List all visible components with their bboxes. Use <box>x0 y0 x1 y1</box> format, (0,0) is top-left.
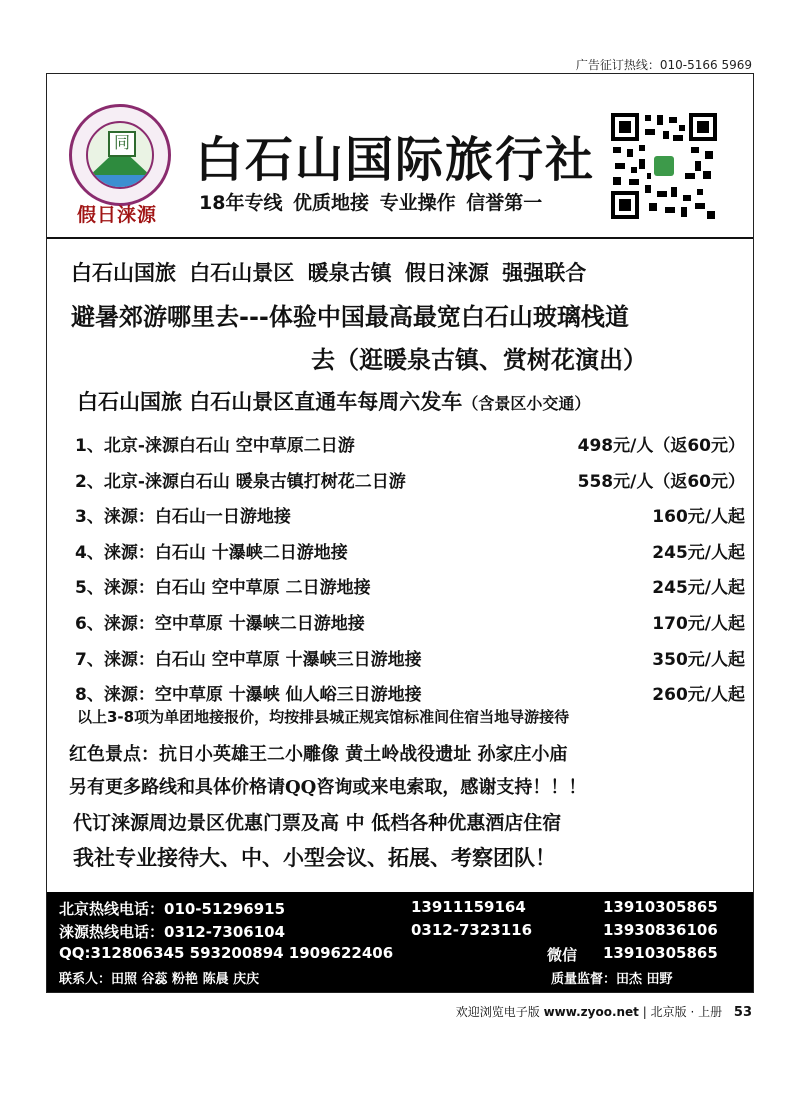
laiyuan-hotline-row <box>59 921 745 941</box>
route-item <box>75 463 745 499</box>
route-name: 4、涞源：白石山 十瀑峡二日游地接 <box>75 542 348 563</box>
route-price: 245元/人起 <box>652 542 745 563</box>
footer-url[interactable]: www.zyoo.net <box>543 1005 639 1019</box>
agency-slogan: 18年专线 优质地接 专业操作 信誉第一 <box>199 192 543 214</box>
route-price: 170元/人起 <box>652 613 745 634</box>
footer-edition: 北京版 · 上册 <box>650 1005 723 1019</box>
route-name: 7、涞源：白石山 空中草原 十瀑峡三日游地接 <box>75 649 422 670</box>
route-item <box>75 534 745 570</box>
route-price: 558元/人（返60元） <box>577 471 745 492</box>
partners-line: 白石山国旅 白石山景区 暖泉古镇 假日涞源 强强联合 <box>71 261 587 285</box>
route-item <box>75 569 745 605</box>
qq-wechat-row <box>59 944 745 964</box>
qr-code-icon[interactable] <box>609 111 719 221</box>
footer-divider: | <box>642 1005 647 1019</box>
route-name: 6、涞源：空中草原 十瀑峡二日游地接 <box>75 613 365 634</box>
headline-line-2: 去（逛暖泉古镇、赏树花演出） <box>311 346 647 374</box>
shuttle-bus-line <box>77 386 590 416</box>
ticket-hotel-line: 代订涞源周边景区优惠门票及高 中 低档各种优惠酒店住宿 <box>73 812 562 834</box>
page-number: 53 <box>733 1005 752 1020</box>
route-item <box>75 605 745 641</box>
quote-note: 以上3-8项为单团地接报价，均按排县城正规宾馆标准间住宿当地导游接待 <box>77 708 570 726</box>
agency-name: 白石山国际旅行社 <box>195 132 596 188</box>
route-list <box>75 427 745 712</box>
more-routes-note: 另有更多路线和具体价格请QQ咨询或来电索取，感谢支持！！！ <box>69 777 587 798</box>
route-name: 2、北京-涞源白石山 暖泉古镇打树花二日游 <box>75 471 406 492</box>
travel-ad <box>46 73 754 993</box>
beijing-phone-2: 13911159164 <box>411 898 526 916</box>
wechat-number: 13910305865 <box>603 944 718 962</box>
shuttle-bus-note: （含景区小交通） <box>462 394 591 413</box>
route-name: 8、涞源：空中草原 十瀑峡 仙人峪三日游地接 <box>75 685 422 706</box>
meeting-line: 我社专业接待大、中、小型会议、拓展、考察团队！ <box>73 846 556 870</box>
beijing-hotline-row <box>59 898 745 918</box>
route-price: 160元/人起 <box>652 507 745 528</box>
beijing-hotline: 北京热线电话：010-51296915 <box>59 900 286 918</box>
route-name: 5、涞源：白石山 空中草原 二日游地接 <box>75 578 371 599</box>
headline-line-1: 避暑郊游哪里去---体验中国最高最宽白石山玻璃栈道 <box>71 303 629 331</box>
route-item <box>75 498 745 534</box>
route-name: 3、涞源：白石山一日游地接 <box>75 507 291 528</box>
water-icon <box>88 175 152 187</box>
shuttle-bus-text: 白石山国旅 白石山景区直通车每周六发车 <box>77 390 463 414</box>
wechat-label: 微信 <box>547 946 578 964</box>
route-price: 245元/人起 <box>652 578 745 599</box>
contacts-row <box>59 968 745 988</box>
ad-hotline: 广告征订热线：010-5166 5969 <box>575 58 752 72</box>
quality-supervision: 质量监督：田杰 田野 <box>551 972 673 987</box>
logo-subtitle: 假日涞源 <box>77 204 158 226</box>
route-price: 260元/人起 <box>652 685 745 706</box>
route-price: 498元/人（返60元） <box>577 436 745 456</box>
agency-logo <box>69 104 171 206</box>
laiyuan-hotline: 涞源热线电话：0312-7306104 <box>59 923 286 941</box>
ad-header <box>47 74 753 239</box>
contact-persons: 联系人：田照 谷蕊 粉艳 陈晨 庆庆 <box>59 972 260 987</box>
laiyuan-phone-3: 13930836106 <box>603 921 718 939</box>
beijing-phone-3: 13910305865 <box>603 898 718 916</box>
route-item <box>75 641 745 677</box>
qq-numbers: QQ:312806345 593200894 1909622406 <box>59 944 394 962</box>
route-price: 350元/人起 <box>652 649 745 670</box>
route-name: 1、北京-涞源白石山 空中草原二日游 <box>75 436 355 456</box>
route-item <box>75 427 745 463</box>
laiyuan-phone-2: 0312-7323116 <box>411 921 533 939</box>
logo-emblem-icon <box>86 121 154 189</box>
footer-prefix: 欢迎浏览电子版 <box>455 1005 540 1019</box>
logo-center-char: 同 <box>108 131 136 157</box>
red-sites-note: 红色景点：抗日小英雄王二小雕像 黄土岭战役遗址 孙家庄小庙 <box>69 744 568 765</box>
page-footer <box>456 1003 752 1020</box>
contact-panel <box>47 892 753 992</box>
